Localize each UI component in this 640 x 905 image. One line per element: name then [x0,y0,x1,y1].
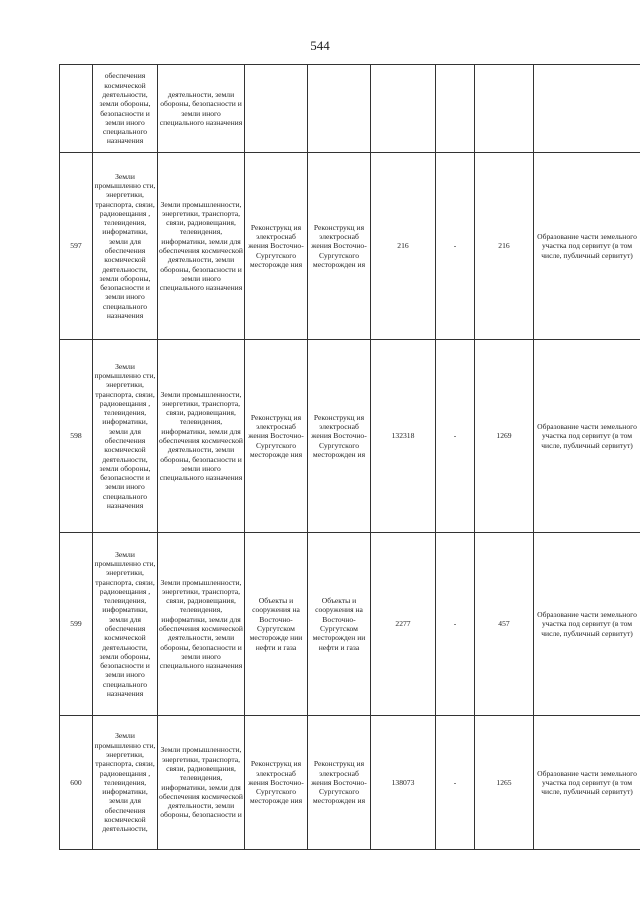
purpose-cell: Образование части земельного участка под сервитут (в том числе, публичный сервитут) [534,340,640,533]
area-cell: - [436,153,475,340]
land-category-cell: Земли промышленно сти, энергетики, транспорта, связи, радиовещания , телевидения, информатики, земли для обеспечения космической деятельности, земли обороны, безопасности и земли иного специального назначения [93,340,158,533]
area-cell: - [436,340,475,533]
purpose-cell: Образование части земельного участка под сервитут (в том числе, публичный сервитут) [534,533,640,716]
land-plots-table [59,64,640,850]
land-category-cell: обеспечения космической деятельности, земли обороны, безопасности и земли иного специального назначения [93,65,158,153]
area-cell: 216 [475,153,534,340]
page-number: 544 [310,38,330,53]
object-name-cell: Объекты и сооружения на Восточно-Сургутском месторожден ии нефти и газа [308,533,371,716]
land-category-cell: Земли промышленности, энергетики, транспорта, связи, радиовещания, телевидения, информатики, земли для обеспечения космической деятельности, земли обороны, безопасности и [158,716,245,850]
land-category-cell: Земли промышленно сти, энергетики, транспорта, связи, радиовещания , телевидения, информатики, земли для обеспечения космической деятельности, земли обороны, безопасности и земли иного специального назначения [93,153,158,340]
area-cell: 1265 [475,716,534,850]
object-name-cell: Реконструкц ия электроснаб жения Восточно-Сургутского месторожден ия [308,340,371,533]
area-cell [371,65,436,153]
object-name-cell: Реконструкц ия электроснаб жения Восточно-Сургутского месторожден ия [308,716,371,850]
purpose-cell [534,65,640,153]
land-category-cell: Земли промышленности, энергетики, транспорта, связи, радиовещания, телевидения, информатики, земли для обеспечения космической деятельности, земли обороны, безопасности и земли иного специального назначения [158,533,245,716]
row-number-cell: 599 [60,533,93,716]
row-number-cell: 598 [60,340,93,533]
table-row [60,340,640,533]
area-cell: 138073 [371,716,436,850]
area-cell [436,65,475,153]
table-row [60,65,640,153]
area-cell [475,65,534,153]
land-category-cell: деятельности, земли обороны, безопасности и земли иного специального назначения [158,65,245,153]
area-cell: 1269 [475,340,534,533]
area-cell: 132318 [371,340,436,533]
area-cell: - [436,716,475,850]
row-number-cell: 600 [60,716,93,850]
table-row [60,716,640,850]
table-row [60,153,640,340]
land-category-cell: Земли промышленно сти, энергетики, транспорта, связи, радиовещания , телевидения, информатики, земли для обеспечения космической деятельности, земли обороны, безопасности и земли иного специального назначения [93,533,158,716]
area-cell: 2277 [371,533,436,716]
purpose-cell: Образование части земельного участка под сервитут (в том числе, публичный сервитут) [534,716,640,850]
object-name-cell [245,65,308,153]
land-category-cell: Земли промышленности, энергетики, транспорта, связи, радиовещания, телевидения, информатики, земли для обеспечения космической деятельности, земли обороны, безопасности и земли иного специального назначения [158,340,245,533]
object-name-cell: Реконструкц ия электроснаб жения Восточно-Сургутского месторожде ния [245,716,308,850]
area-cell: - [436,533,475,716]
land-category-cell: Земли промышленно сти, энергетики, транспорта, связи, радиовещания , телевидения, информатики, земли для обеспечения космической деятельности, [93,716,158,850]
row-number-cell [60,65,93,153]
land-category-cell: Земли промышленности, энергетики, транспорта, связи, радиовещания, телевидения, информатики, земли для обеспечения космической деятельности, земли обороны, безопасности и земли иного специального назначения [158,153,245,340]
object-name-cell: Объекты и сооружения на Восточно-Сургутском месторожде нии нефти и газа [245,533,308,716]
object-name-cell: Реконструкц ия электроснаб жения Восточно-Сургутского месторожде ния [245,153,308,340]
table-row [60,533,640,716]
area-cell: 216 [371,153,436,340]
purpose-cell: Образование части земельного участка под сервитут (в том числе, публичный сервитут) [534,153,640,340]
object-name-cell [308,65,371,153]
area-cell: 457 [475,533,534,716]
object-name-cell: Реконструкц ия электроснаб жения Восточно-Сургутского месторожде ния [245,340,308,533]
object-name-cell: Реконструкц ия электроснаб жения Восточно-Сургутского месторожден ия [308,153,371,340]
row-number-cell: 597 [60,153,93,340]
